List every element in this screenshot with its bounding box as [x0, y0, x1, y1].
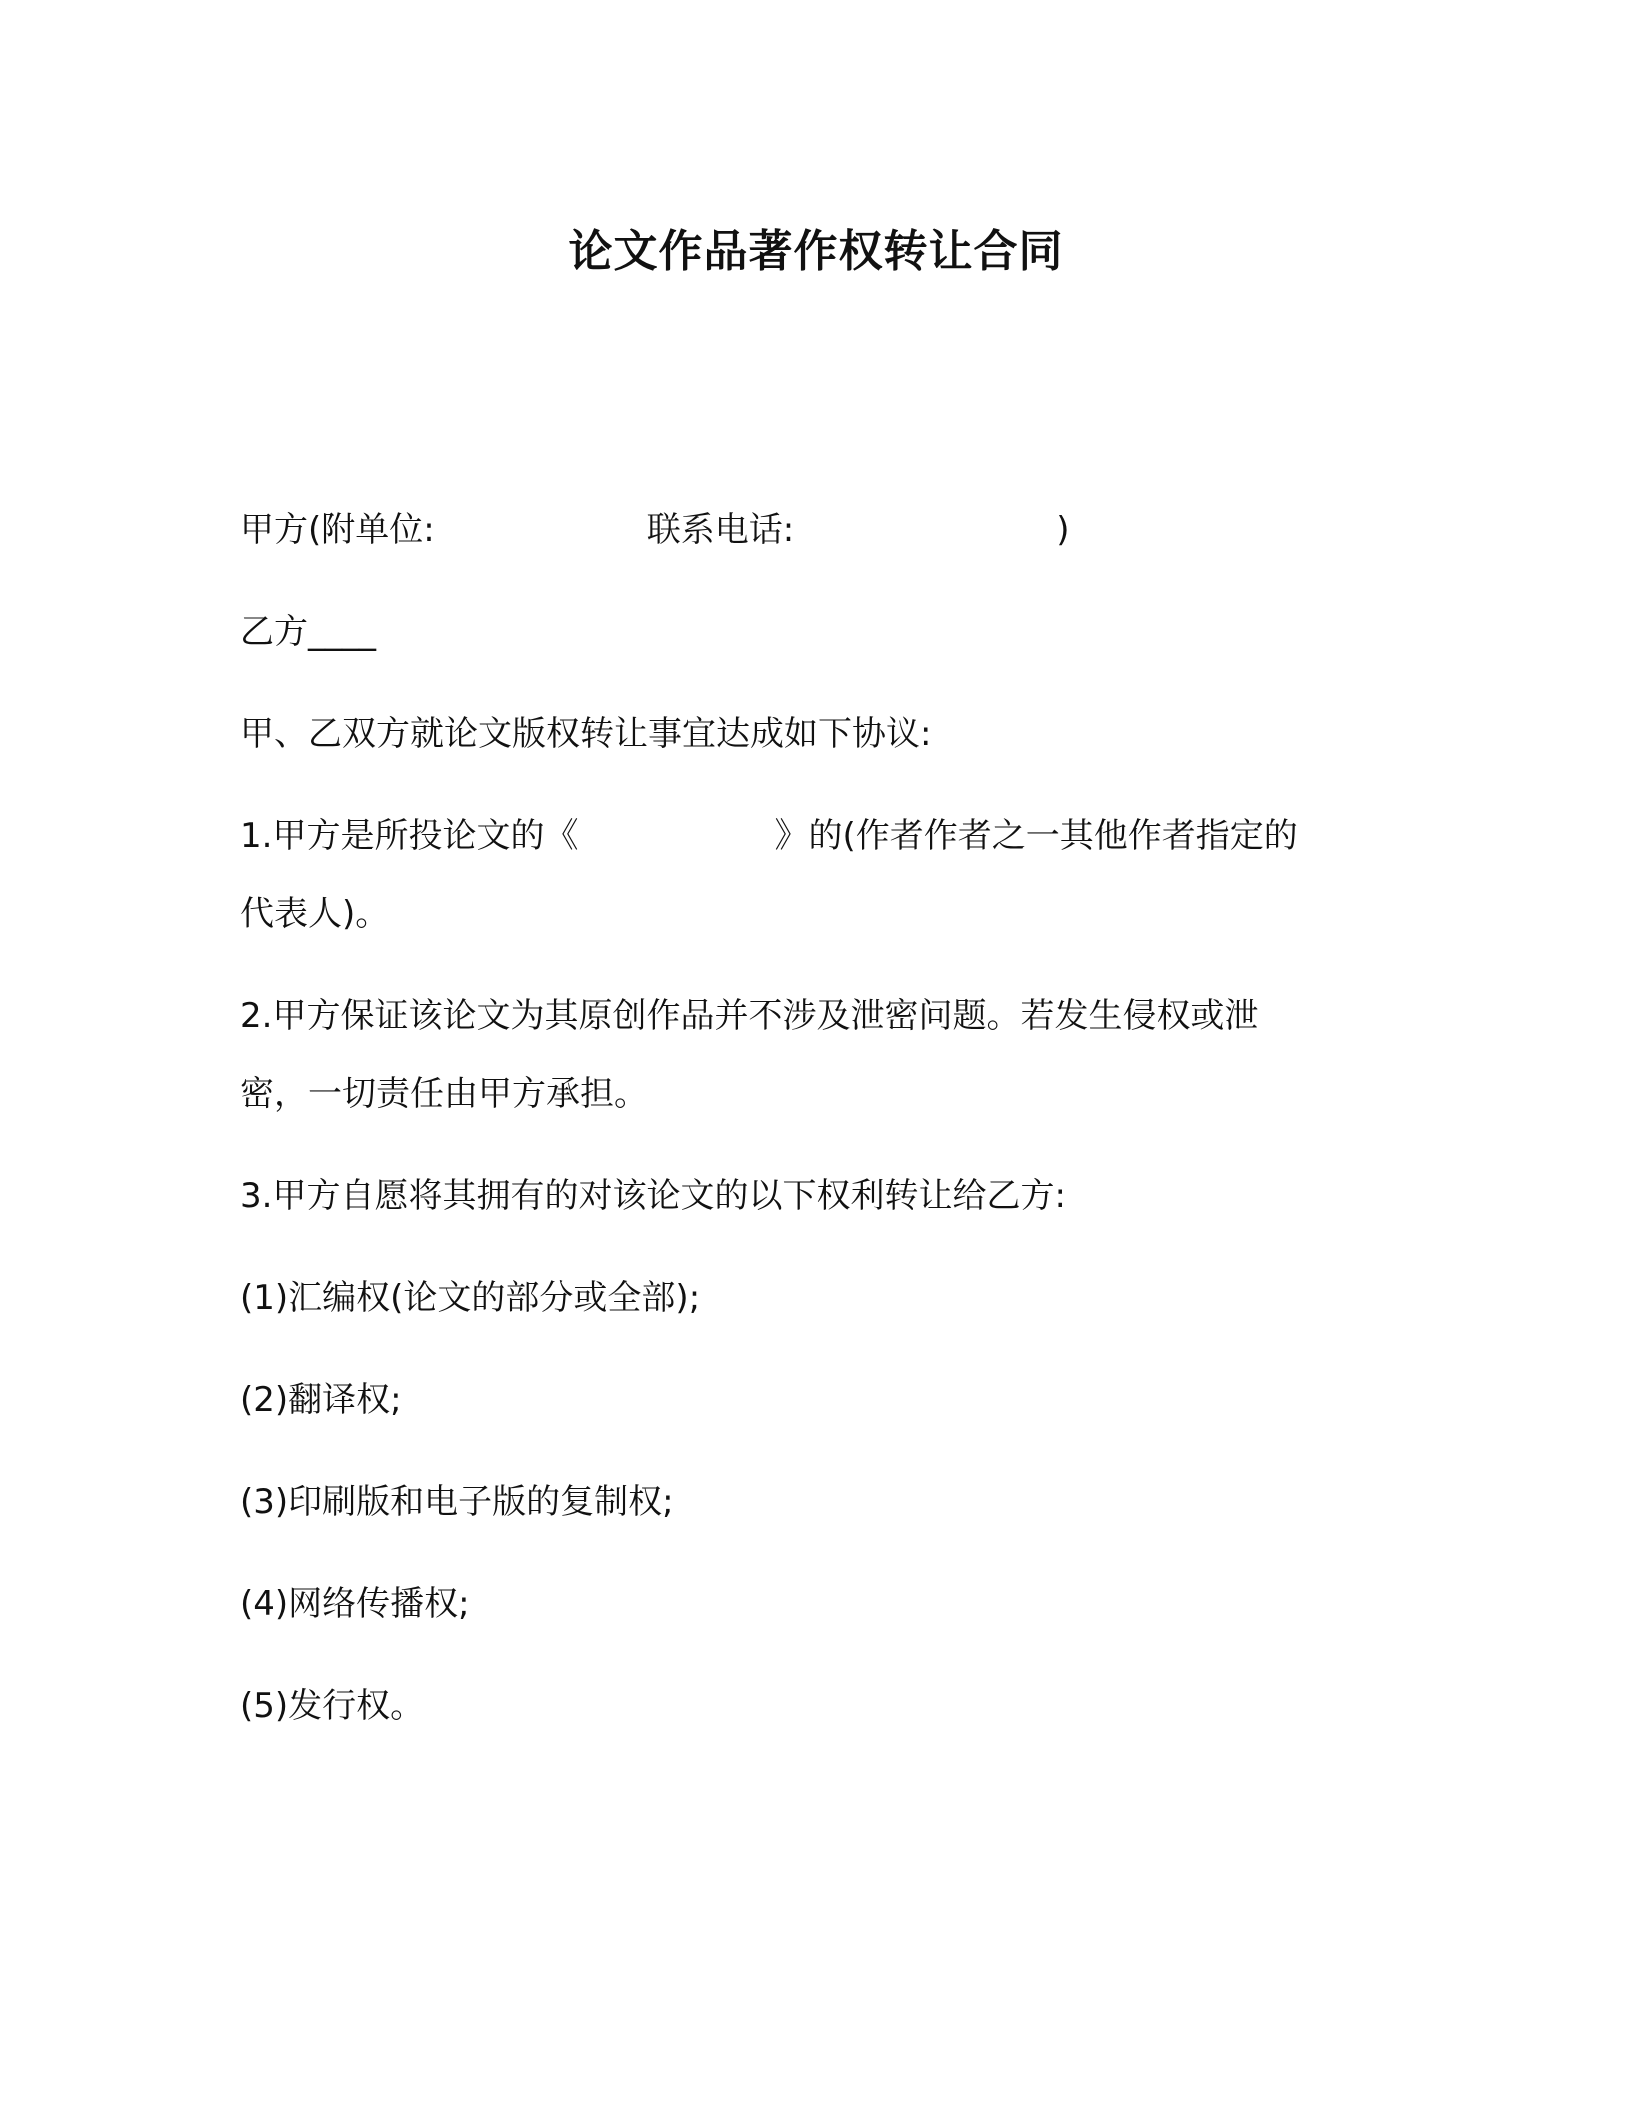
party-a-label: 甲方(附单位: — [240, 510, 435, 550]
right-item-3: (3)印刷版和电子版的复制权; — [240, 1482, 674, 1522]
party-a-phone-label: 联系电话: — [646, 510, 795, 550]
clause-2-line-2: 密，一切责任由甲方承担。 — [240, 1074, 648, 1114]
right-item-2: (2)翻译权; — [240, 1380, 402, 1420]
party-a-close-paren: ) — [1056, 510, 1070, 550]
clause-2-line-1: 2.甲方保证该论文为其原创作品并不涉及泄密问题。若发生侵权或泄 — [240, 996, 1259, 1036]
party-a-line — [240, 506, 1069, 554]
right-item-5: (5)发行权。 — [240, 1686, 425, 1726]
clause-3-line: 3.甲方自愿将其拥有的对该论文的以下权利转让给乙方: — [240, 1176, 1066, 1216]
clause-1-part-1: 1.甲方是所投论文的《 — [240, 816, 579, 856]
right-item-4: (4)网络传播权; — [240, 1584, 470, 1624]
clause-1-line-2: 代表人)。 — [240, 894, 390, 934]
clause-1-part-2: 》的(作者作者之一其他作者指定的 — [774, 816, 1298, 856]
clause-1-line-1 — [240, 812, 1298, 860]
document-title: 论文作品著作权转让合同 — [568, 226, 1064, 277]
intro-paragraph: 甲、乙双方就论文版权转让事宜达成如下协议: — [240, 714, 932, 754]
party-b-line: 乙方____ — [240, 612, 376, 652]
right-item-1: (1)汇编权(论文的部分或全部); — [240, 1278, 701, 1318]
